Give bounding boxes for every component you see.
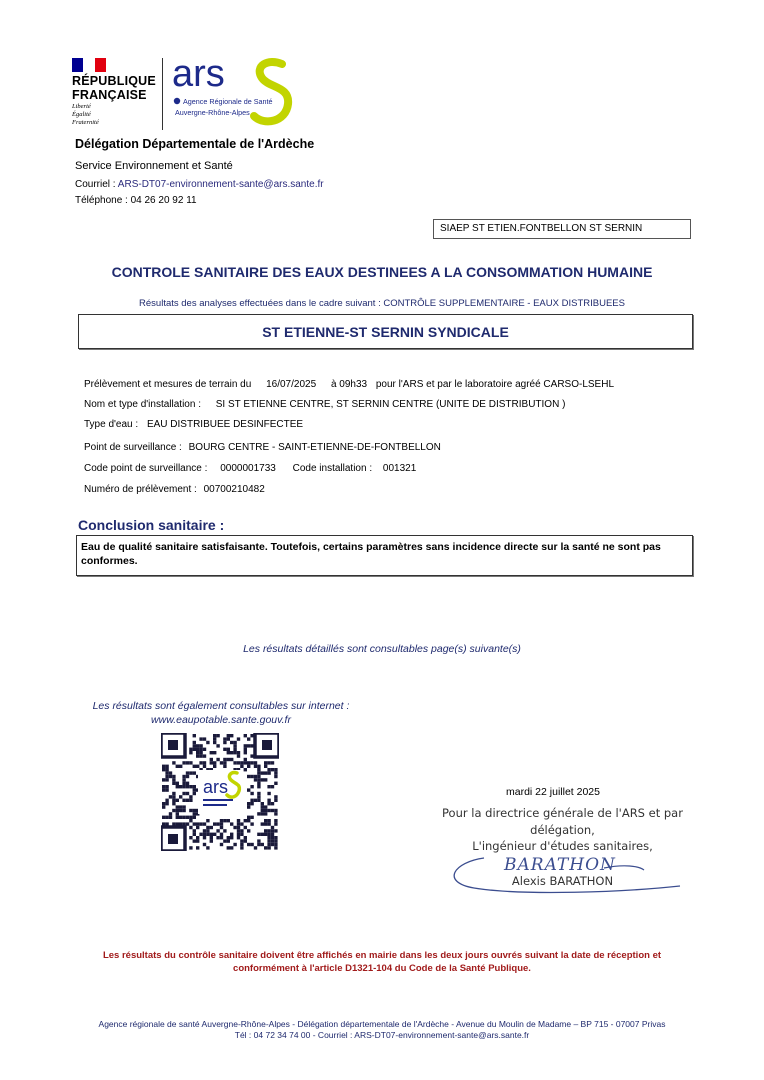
eaupotable-link[interactable]: www.eaupotable.sante.gouv.fr xyxy=(151,714,291,726)
point-code-label: Code point de surveillance : xyxy=(84,463,208,474)
handwritten-signature xyxy=(444,848,694,898)
contact-email xyxy=(75,179,324,190)
signature-line3: L'ingénieur d'études sanitaires, xyxy=(472,839,653,853)
recipient-box: SIAEP ST ETIEN.FONTBELLON ST SERNIN xyxy=(433,219,691,239)
sample-number-label: Numéro de prélèvement : xyxy=(84,484,197,495)
qr-ars-logo: ars xyxy=(203,777,229,797)
motto-fraternite: Fraternité xyxy=(72,119,99,126)
laboratory: pour l'ARS et par le laboratoire agréé CARSO-LSEHL xyxy=(375,379,615,390)
marianne-flag-icon xyxy=(72,58,106,72)
install-code-value: 001321 xyxy=(382,463,417,474)
ars-agency-line1: Agence Régionale de Santé xyxy=(183,97,273,106)
conclusion-title: Conclusion sanitaire : xyxy=(78,517,225,533)
legal-notice: Les résultats du contrôle sanitaire doivent être affichés en mairie dans les deux jours ouvrés suivant la date de réception et conformément à l'article D1321-104 du Code de la Santé Publique. xyxy=(102,950,662,974)
conclusion-text: Eau de qualité sanitaire satisfaisante. Toutefois, certains paramètres sans incidence directe sur la santé ne sont pas conformes. xyxy=(76,535,693,576)
water-type-label: Type d'eau : xyxy=(84,419,139,430)
footer-contact: Tél : 04 72 34 74 00 - Courriel : ARS-DT07-environnement-sante@ars.sante.fr xyxy=(234,1030,530,1040)
point-code-value: 0000001733 xyxy=(220,463,276,474)
signature-date: mardi 22 juillet 2025 xyxy=(506,786,600,798)
signer-name: Alexis BARATHON xyxy=(511,874,614,888)
rf-name-line1: RÉPUBLIQUE xyxy=(72,74,156,88)
prelevement-time: à 09h33 xyxy=(330,379,368,390)
ars-agency-line2: Auvergne-Rhône-Alpes xyxy=(175,108,250,117)
sample-number-value: 00700210482 xyxy=(203,484,265,495)
codes-line xyxy=(84,463,416,474)
motto-liberte: Liberté xyxy=(72,103,91,110)
delegation-title: Délégation Départementale de l'Ardèche xyxy=(75,137,315,151)
page-footer xyxy=(40,1019,724,1041)
water-type-value: EAU DISTRIBUEE DESINFECTEE xyxy=(146,419,304,430)
contact-phone: Téléphone : 04 26 20 92 11 xyxy=(75,195,197,206)
motto-egalite: Égalité xyxy=(72,111,91,118)
sample-info-line xyxy=(84,379,614,390)
signature-handwriting: BARATHON xyxy=(504,855,616,875)
email-label: Courriel : xyxy=(75,179,118,190)
installation-value: SI ST ETIENNE CENTRE, ST SERNIN CENTRE (UNITE DE DISTRIBUTION ) xyxy=(215,399,566,410)
ars-logo xyxy=(172,56,300,130)
republique-francaise-logo xyxy=(72,74,156,102)
installation-line xyxy=(84,399,565,410)
rf-motto xyxy=(72,103,99,127)
footer-address: Agence régionale de santé Auvergne-Rhône-Alpes - Délégation départementale de l'Ardèche - Avenue du Moulin de Madame – BP 715 - 07007 Privas xyxy=(98,1019,666,1029)
surveillance-point-line xyxy=(84,442,441,453)
prelevement-date: 16/07/2025 xyxy=(266,379,317,390)
detail-results-note: Les résultats détaillés sont consultables page(s) suivante(s) xyxy=(243,643,521,655)
ars-logo-word: ars xyxy=(172,56,225,95)
signature-line1: Pour la directrice générale de l'ARS et par xyxy=(442,806,683,820)
commune-name: ST ETIENNE-ST SERNIN SYNDICALE xyxy=(78,314,693,349)
page-title: CONTROLE SANITAIRE DES EAUX DESTINEES A LA CONSOMMATION HUMAINE xyxy=(111,264,653,280)
qr-code-icon[interactable] xyxy=(161,733,279,851)
logo-separator xyxy=(162,58,163,130)
internet-note xyxy=(66,699,376,727)
email-link[interactable]: ARS-DT07-environnement-sante@ars.sante.fr xyxy=(117,179,324,190)
rf-name-line2: FRANÇAISE xyxy=(72,88,147,102)
analysis-context: Résultats des analyses effectuées dans le cadre suivant : CONTRÔLE SUPPLEMENTAIRE - EAUX DISTRIBUEES xyxy=(139,298,625,309)
signature-line2: délégation, xyxy=(530,822,595,837)
point-value: BOURG CENTRE - SAINT-ETIENNE-DE-FONTBELLON xyxy=(188,442,441,453)
point-label: Point de surveillance : xyxy=(84,442,182,453)
installation-label: Nom et type d'installation : xyxy=(84,399,201,410)
service-name: Service Environnement et Santé xyxy=(75,160,233,172)
sample-number-line xyxy=(84,484,265,495)
internet-note-text: Les résultats sont également consultables sur internet : xyxy=(92,700,350,712)
prelevement-label: Prélèvement et mesures de terrain du xyxy=(84,379,252,390)
install-code-label: Code installation : xyxy=(292,463,373,474)
water-type-line xyxy=(84,419,303,430)
